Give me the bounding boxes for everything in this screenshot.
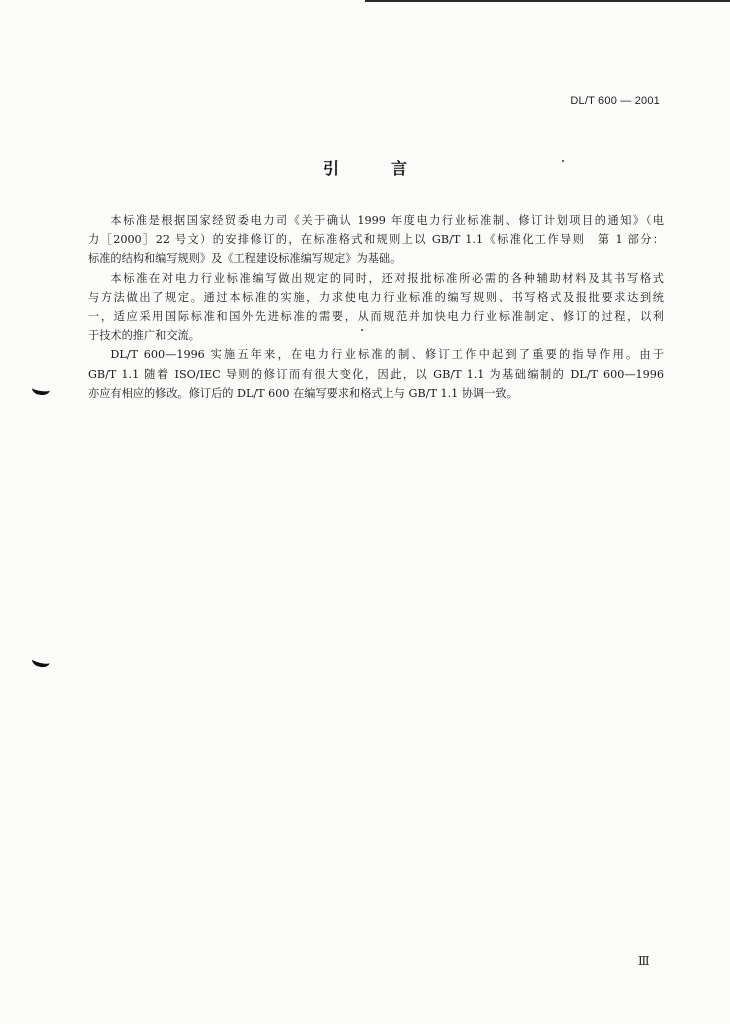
binding-hole-mark (31, 382, 50, 396)
page-title: 引言 (322, 159, 459, 178)
paragraph-line: 于技术的推广和交流。 (88, 329, 200, 343)
page-number: Ⅲ (638, 954, 650, 968)
paragraph-line: GB/T 1.1 随着 ISO/IEC 导则的修订而有很大变化，因此，以 GB/T 1.1 为基础编制的 DL/T 600—1996 (88, 367, 664, 381)
paragraph-1 (88, 211, 664, 269)
document-code: DL/T 600 — 2001 (570, 95, 660, 107)
paragraph-line: DL/T 600—1996 实施五年来，在电力行业标准的制、修订工作中起到了重要的指导作用。由于 (110, 348, 664, 362)
paragraph-line: 标准的结构和编写规则》及《工程建设标准编写规定》为基础。 (88, 252, 402, 266)
top-border-rule (365, 0, 730, 2)
paragraph-line: 与方法做出了规定。通过本标准的实施，力求使电力行业标准的编写规则、书写格式及报批要求达到统 (88, 290, 664, 304)
paragraph-line: 本标准在对电力行业标准编写做出规定的同时，还对报批标准所必需的各种辅助材料及其书写格式 (110, 271, 664, 285)
paragraph-line: 力［2000］22 号文）的安排修订的，在标准格式和规则上以 GB/T 1.1《标准化工作导则 第 1 部分： (88, 233, 664, 247)
binding-hole-mark (31, 653, 51, 668)
scan-speck (562, 160, 564, 162)
paragraph-line: 亦应有相应的修改。修订后的 DL/T 600 在编写要求和格式上与 GB/T 1.1 协调一致。 (88, 386, 518, 400)
introduction-body (88, 211, 664, 403)
paragraph-3 (88, 345, 664, 403)
paragraph-2 (88, 269, 664, 346)
paragraph-line: 一，适应采用国际标准和国外先进标准的需要，从而规范并加快电力行业标准制定、修订的过程，以利 (88, 310, 664, 324)
paragraph-line: 本标准是根据国家经贸委电力司《关于确认 1999 年度电力行业标准制、修订计划项目的通知》（电 (110, 214, 664, 227)
